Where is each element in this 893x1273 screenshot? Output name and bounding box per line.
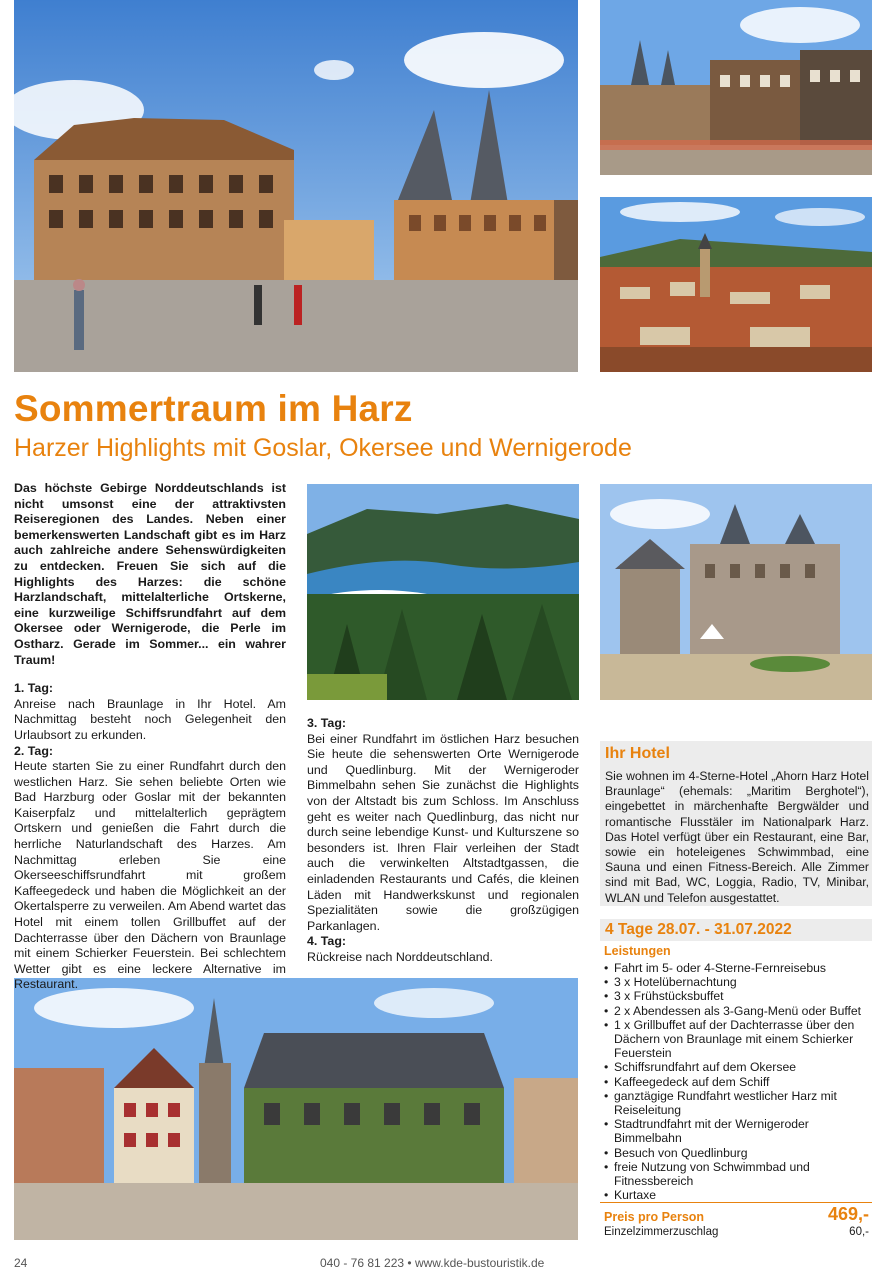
single-room-surcharge-label: Einzelzimmerzuschlag bbox=[604, 1226, 719, 1238]
service-item: • Stadtrundfahrt mit der Wernigeroder Bimmelbahn bbox=[604, 1117, 872, 1145]
price-value: 469,- bbox=[827, 1204, 869, 1224]
travel-dates-bar bbox=[600, 919, 872, 941]
day-title: 1. Tag: bbox=[14, 681, 54, 696]
service-item: • Besuch von Quedlinburg bbox=[604, 1146, 872, 1160]
service-item: • ganztägige Rundfahrt westlicher Harz mit Reiseleitung bbox=[604, 1089, 872, 1117]
photo-okersee bbox=[307, 484, 579, 700]
travel-dates: 4 Tage 28.07. - 31.07.2022 bbox=[605, 921, 792, 938]
photo-wernigerode-castle bbox=[600, 484, 872, 700]
service-item: • 1 x Grillbuffet auf der Dachterrasse über den Dächern von Braunlage mit einem Schierker Feuerstein bbox=[604, 1018, 872, 1061]
footer-contact: 040 - 76 81 223 • www.kde-bustouristik.de bbox=[320, 1256, 545, 1270]
day-1 bbox=[14, 681, 286, 743]
page-title: Sommertraum im Harz bbox=[14, 388, 413, 429]
single-room-surcharge-value: 60,- bbox=[849, 1226, 869, 1238]
day-title: 2. Tag: bbox=[14, 743, 54, 758]
page-number: 24 bbox=[14, 1256, 28, 1270]
service-item: • Kaffeegedeck auf dem Schiff bbox=[604, 1075, 872, 1089]
service-item: • 2 x Abendessen als 3-Gang-Menü oder Buffet bbox=[604, 1004, 872, 1018]
page-subtitle: Harzer Highlights mit Goslar, Okersee und Wernigerode bbox=[14, 434, 632, 462]
day-title: 3. Tag: bbox=[307, 716, 347, 730]
intro-text: Das höchste Gebirge Norddeutschlands ist nicht umsonst eine der attraktivsten Reiseregionen des Landes. Neben einer bemerkenswerten Landschaft gibt es im Harz auch zahlreiche andere Sehenswürdigkeiten zu entdecken. Freuen Sie sich auf die Highlights des Harzes: die schöne Harzlandschaft, mittelalterliche Ortskerne, eine kurzweilige Schiffsrundfahrt auf dem Okersee oder Wernigerode, die Perle im Ostharz. Gerade im Sommer... ein wahrer Traum! bbox=[14, 481, 286, 667]
hotel-text: Sie wohnen im 4-Sterne-Hotel „Ahorn Harz Hotel Braunlage“ (ehemals: „Maritim Berghotel“), eingebettet in märchenhafte Bergwälder und romantische Flusstäler im Nationalpark Harz. Das Hotel verfügt über ein Restaurant, eine Bar, sowie ein hoteleigenes Schwimmbad, eine Sauna und einen Fitness-Bereich. Alle Zimmer sind mit Bad, WC, Loggia, Radio, TV, Minibar, WLAN und Telefon ausgestattet. bbox=[605, 769, 869, 905]
day-4 bbox=[307, 934, 579, 965]
text-column-1 bbox=[14, 481, 286, 993]
service-item: • 3 x Frühstücksbuffet bbox=[604, 989, 872, 1003]
service-item: • Fahrt im 5- oder 4-Sterne-Fernreisebus bbox=[604, 961, 872, 975]
hotel-title: Ihr Hotel bbox=[605, 745, 670, 762]
day-2 bbox=[14, 744, 286, 994]
text-column-2 bbox=[307, 716, 579, 966]
services-title: Leistungen bbox=[604, 944, 671, 958]
service-item: • 3 x Hotelübernachtung bbox=[604, 975, 872, 989]
photo-quedlinburg-marketplace bbox=[14, 978, 578, 1240]
service-item: • Schiffsrundfahrt auf dem Okersee bbox=[604, 1060, 872, 1074]
day-text: Heute starten Sie zu einer Rundfahrt durch den westlichen Harz. Sie sehen beliebte Orten wie Bad Harzburg oder Goslar mit der bekannten Kaiserpfalz und mittelalterlich geprägtem Ortskern und genießen die Fahrt durch die herrliche Naturlandschaft des Harzes. Am Nachmittag erleben Sie eine Okerseeschiffsrundfahrt mit großem Kaffeegedeck und haben die Möglichkeit an der Okertalsperre zu verweilen. Am Abend wartet das Hotel mit einem tollen Grillbuffet auf der Dachterrasse über den Dächern von Braunlage mit einem Schierker Feuerstein. Bei schlechtem Wetter gibt es eine leckere Alternative im Restaurant. bbox=[14, 759, 286, 992]
price-label: Preis pro Person bbox=[604, 1210, 705, 1224]
day-text: Rückreise nach Norddeutschland. bbox=[307, 949, 493, 964]
service-item: • Kurtaxe bbox=[604, 1188, 872, 1202]
day-3 bbox=[307, 716, 579, 934]
service-item: • freie Nutzung von Schwimmbad und Fitnessbereich bbox=[604, 1160, 872, 1188]
day-text: Anreise nach Braunlage in Ihr Hotel. Am Nachmittag besteht noch Gelegenheit den Urlaubsort zu erkunden. bbox=[14, 696, 286, 742]
price-divider bbox=[600, 1202, 872, 1203]
day-title: 4. Tag: bbox=[307, 934, 347, 949]
photo-town-rooftops bbox=[600, 197, 872, 372]
photo-goslar-marketplace bbox=[600, 0, 872, 175]
photo-wernigerode-marketplace bbox=[14, 0, 578, 372]
services-list bbox=[604, 961, 872, 1202]
day-text: Bei einer Rundfahrt im östlichen Harz besuchen Sie heute die sehenswerten Orte Wernigerode und Quedlinburg. Mit der Wernigeroder Bimmelbahn sehen Sie zunächst die Highlights von der Altstadt bis zum Schloss. Im Anschluss geht es weiter nach Quedlinburg, das nicht nur durch seine lebendige Kunst- und Kulturszene so besonders ist. Ihren Flair verleihen der Stadt auch die verwinkelten Altstadtgassen, die einladenden Restaurants und Cafés, die kleinen Läden mit Handwerkskunst und regionalen Spezialitäten sowie die großzügigen Parkanlagen. bbox=[307, 731, 579, 933]
hotel-info-box bbox=[600, 741, 872, 906]
